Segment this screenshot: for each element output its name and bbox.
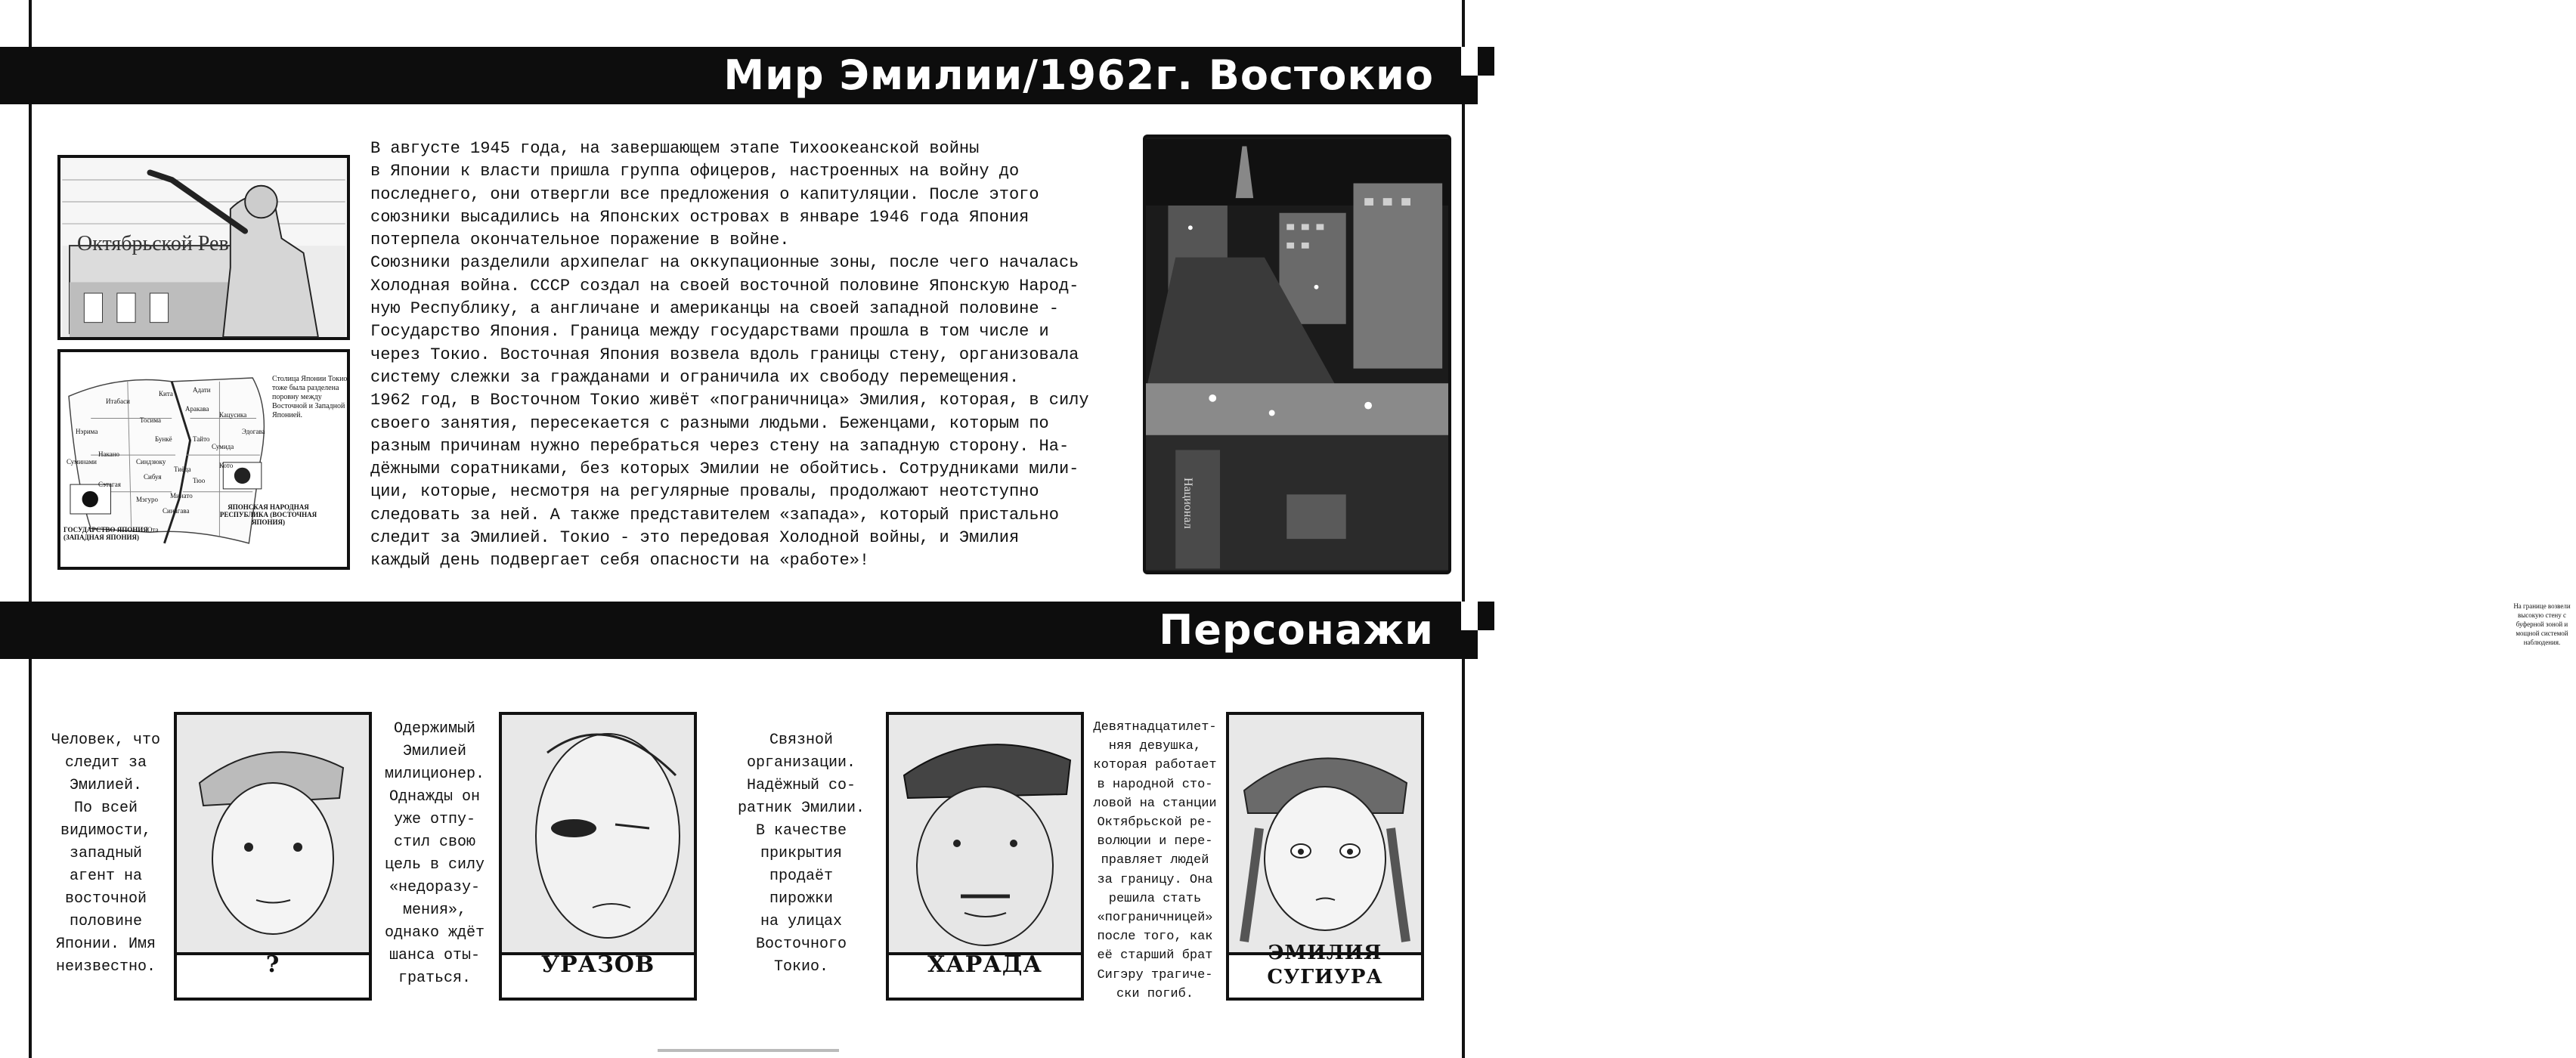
desc-line: её старший брат: [1097, 948, 1213, 964]
page-left-rule: [29, 0, 32, 1058]
district-label: Сибуя: [144, 473, 162, 481]
intro-line: Холодная война. СССР создал на своей восточной половине Японскую Народ-: [370, 276, 1079, 295]
district-label: Нэрима: [76, 428, 98, 435]
character-description-urazov: [374, 718, 495, 990]
intro-line: в Японии к власти пришла группа офицеров, настроенных на войну до: [370, 162, 1020, 181]
city-note: На границе возвели высокую стену с буферной зоной и мощной системой наблюдения.: [2508, 599, 2576, 685]
desc-line: Человек, что: [51, 732, 161, 749]
desc-line: видимости,: [60, 822, 152, 840]
desc-line: правляет людей: [1101, 853, 1209, 868]
desc-line: «пограничницей»: [1097, 911, 1213, 926]
desc-line: западный: [69, 845, 142, 862]
desc-line: прикрытия: [760, 845, 843, 862]
intro-line: следовать за ней. А также представителем «запада», который пристально: [370, 505, 1059, 524]
character-name: [1229, 933, 1421, 998]
intro-line: своего занятия, пересекается с разными людьми. Беженцами, которым по: [370, 413, 1049, 433]
desc-line: в народной сто-: [1097, 777, 1213, 792]
desc-line: решила стать: [1108, 891, 1202, 906]
district-label: Тюо: [193, 477, 206, 484]
characters-title: Персонажи: [1159, 606, 1434, 654]
district-label: Ота: [147, 526, 159, 534]
desc-line: половине: [69, 913, 142, 930]
district-label: Суминами: [67, 458, 97, 466]
intro-line: ции, которые, несмотря на регулярные провалы, продолжают неотступно: [370, 482, 1039, 502]
character-portrait-harada: [886, 712, 1084, 1001]
district-label: Синагава: [163, 507, 190, 515]
desc-line: Одержимый: [393, 720, 476, 738]
desc-line: мения»,: [402, 902, 466, 919]
intro-line: потерпела окончательное поражение в войне.: [370, 230, 790, 250]
desc-line: после того, как: [1097, 930, 1213, 945]
name-line: УРАЗОВ: [540, 951, 655, 978]
desc-line: Связной: [769, 732, 833, 749]
district-label: Сумида: [212, 443, 234, 450]
desc-line: цель в силу: [384, 856, 485, 874]
district-label: Синдзюку: [136, 458, 166, 466]
character-description-unknown: [42, 729, 170, 979]
character-name: [177, 933, 369, 998]
desc-line: граться.: [398, 970, 471, 987]
desc-line: однако ждёт: [384, 924, 485, 942]
intro-line: следит за Эмилией. Токио - это передовая Холодной войны, и Эмилия: [370, 528, 1020, 548]
desc-line: организации.: [746, 754, 856, 772]
district-label: Бункё: [155, 435, 172, 443]
character-portrait-unknown: [174, 712, 372, 1001]
portrait-image: [502, 715, 694, 955]
intro-line: 1962 год, в Восточном Токио живёт «пограничница» Эмилия, которая, в силу: [370, 391, 1089, 410]
district-label: Накано: [98, 450, 120, 458]
desc-line: продаёт: [769, 868, 833, 885]
desc-line: восточной: [64, 890, 147, 908]
desc-line: Сигэру трагиче-: [1097, 967, 1213, 982]
desc-line: Однажды он: [389, 788, 481, 806]
desc-line: стил свою: [393, 834, 476, 851]
desc-line: уже отпу-: [393, 811, 476, 828]
station-sign-text: Октябрьской Рев: [77, 232, 229, 255]
desc-line: за границу. Она: [1097, 872, 1213, 887]
intro-line: последнего, они отвергли все предложения о капитуляции. После этого: [370, 184, 1039, 204]
character-portrait-emilia: [1226, 712, 1424, 1001]
tokyo-division-map: [57, 349, 350, 570]
bottom-divider: [658, 1049, 839, 1052]
district-label: Адати: [193, 386, 211, 394]
character-portrait-urazov: [499, 712, 697, 1001]
desc-line: волюции и пере-: [1097, 834, 1213, 849]
lenin-station-illustration: [57, 155, 350, 340]
vertical-sign: Национал: [1181, 478, 1194, 529]
intro-line: В августе 1945 года, на завершающем этапе Тихоокеанской войны: [370, 139, 980, 158]
desc-line: пирожки: [769, 890, 833, 908]
desc-line: которая работает: [1093, 758, 1217, 773]
district-label: Тосима: [140, 416, 161, 424]
characters-header-band: [0, 602, 1494, 659]
name-line: СУГИУРА: [1267, 966, 1383, 988]
character-name: [502, 933, 694, 998]
world-title: Мир Эмилии/1962г. Востокио: [723, 51, 1434, 99]
name-line: ?: [265, 951, 280, 978]
character-description-harada: [726, 729, 877, 979]
desc-line: ратник Эмилии.: [737, 800, 865, 817]
desc-line: Октябрьской ре-: [1097, 815, 1213, 831]
desc-line: следит за: [64, 754, 147, 772]
intro-line: систему слежки за гражданами и ограничила их свободу перемещения.: [370, 367, 1020, 387]
map-caption: Столица Японии Токио тоже была разделена поровну между Восточной и Западной Японией.: [272, 375, 348, 419]
desc-line: ски погиб.: [1116, 986, 1194, 1001]
district-label: Кото: [219, 462, 234, 469]
intro-line: Союзники разделили архипелаг на оккупационные зоны, после чего началась: [370, 253, 1079, 273]
west-japan-label: ГОСУДАРСТВО ЯПОНИЯ (ЗАПАДНАЯ ЯПОНИЯ): [63, 526, 148, 541]
district-label: Тиёда: [174, 466, 191, 473]
checker-decoration: [1461, 47, 1494, 104]
district-label: Кацусика: [219, 411, 247, 419]
district-label: Итабаси: [106, 398, 130, 405]
desc-line: По всей: [73, 800, 138, 817]
desc-line: милиционер.: [384, 766, 485, 783]
intro-line: разным причинам нужно перебраться через стену на западную сторону. На-: [370, 436, 1070, 456]
desc-line: Токио.: [773, 958, 828, 976]
intro-line: через Токио. Восточная Япония возвела вдоль границы стену, организовала: [370, 345, 1079, 364]
district-label: Аракава: [185, 405, 209, 413]
desc-line: В качестве: [755, 822, 847, 840]
portrait-image: [889, 715, 1081, 955]
district-label: Эдогава: [242, 428, 265, 435]
desc-line: Надёжный со-: [746, 777, 856, 794]
name-line: ЭМИЛИЯ: [1268, 942, 1382, 964]
district-label: Тайто: [193, 435, 210, 443]
district-label: Сэтагая: [98, 481, 121, 488]
district-label: Кита: [159, 390, 173, 398]
desc-line: Эмилией.: [69, 777, 142, 794]
intro-line: дёжными соратниками, без которых Эмилии не обойтись. Сотрудниками мили-: [370, 459, 1079, 479]
portrait-image: [177, 715, 369, 955]
desc-line: «недоразу-: [389, 879, 481, 896]
character-description-emilia: [1084, 718, 1226, 1004]
intro-text: [370, 138, 1134, 573]
name-line: ХАРАДА: [927, 951, 1042, 978]
intro-line: союзники высадились на Японских островах в январе 1946 года Япония: [370, 207, 1029, 227]
district-label: Минато: [170, 492, 193, 500]
desc-line: Девятнадцатилет-: [1093, 720, 1217, 735]
desc-line: неизвестно.: [55, 958, 156, 976]
intro-line: Государство Япония. Граница между государствами прошла в том числе и: [370, 322, 1049, 342]
east-japan-label: ЯПОНСКАЯ НАРОДНАЯ РЕСПУБЛИКА (ВОСТОЧНАЯ ЯПОНИЯ): [219, 503, 317, 526]
desc-line: Японии. Имя: [55, 936, 156, 953]
district-label: Мэгуро: [136, 496, 159, 503]
desc-line: на улицах: [760, 913, 843, 930]
page-right-rule: [1462, 0, 1465, 1058]
desc-line: ловой на станции: [1093, 796, 1217, 811]
desc-line: Эмилией: [402, 743, 466, 760]
intro-line: каждый день подвергает себя опасности на «работе»!: [370, 551, 870, 571]
desc-line: Восточного: [755, 936, 847, 953]
desc-line: агент на: [69, 868, 142, 885]
intro-line: ную Республику, а англичане и американцы на своей западной половине -: [370, 299, 1059, 319]
checker-decoration: [1461, 602, 1494, 659]
portrait-image: [1229, 715, 1421, 955]
world-header-band: [0, 47, 1494, 104]
desc-line: шанса оты-: [389, 947, 481, 964]
character-name: [889, 933, 1081, 998]
desc-line: няя девушка,: [1108, 739, 1202, 754]
